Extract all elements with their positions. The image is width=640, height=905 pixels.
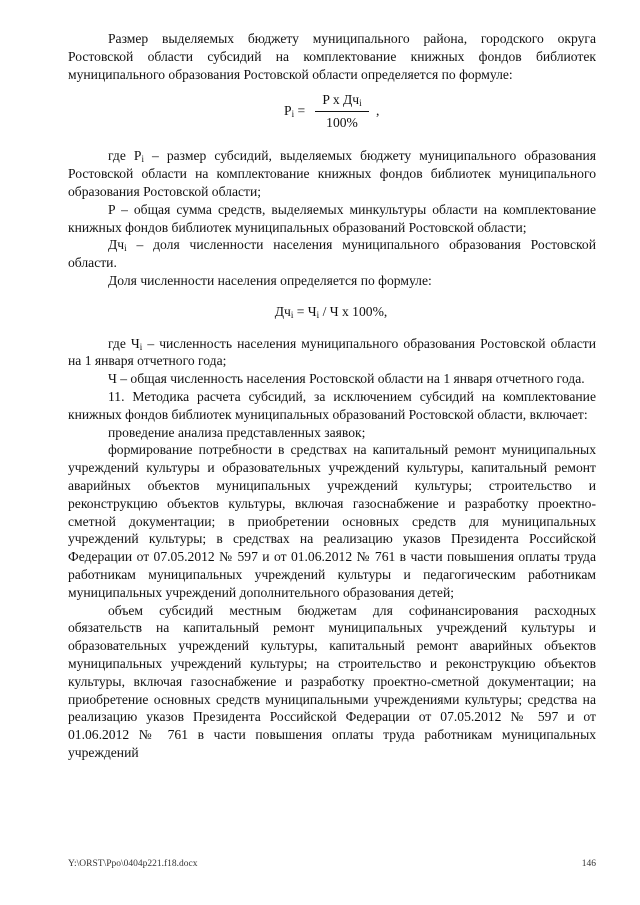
definition-prefix: Дч bbox=[108, 237, 125, 253]
formula2-part: / Ч x 100%, bbox=[319, 303, 388, 319]
definition-paragraph: P – общая сумма средств, выделяемых минкультуры области на комплектование книжных фондов библиотек муниципальных образований Ростовской области; bbox=[68, 201, 596, 235]
formula2-part: Дч bbox=[274, 303, 291, 319]
section-11-paragraph: объем субсидий местным бюджетам для софинансирования расходных обязательств на капитальный ремонт муниципальных учреждений культуры и образовательных учреждений культуры, капитальный ремонт аварийных объектов муниципальных учреждений культуры; на строительство и реконструкцию объектов культуры, включая газоснабжение и разработку проектно-сметной документации; на приобретение основных средств муниципальными учреждениями культуры; средства на реализацию указов Президента Российской Федерации от 07.05.2012 № 597 и от 01.06.2012 № 761 в части повышения оплаты труда работникам муниципальных учреждений bbox=[68, 602, 596, 760]
definition-text: – численность населения муниципального образования Ростовской области на 1 января отчетного года; bbox=[68, 335, 596, 369]
definition-paragraph bbox=[68, 147, 596, 200]
formula2-subscript: i bbox=[316, 309, 320, 320]
formula-equals: = bbox=[294, 103, 306, 119]
definition-paragraph bbox=[68, 236, 596, 272]
formula-comma: , bbox=[376, 103, 380, 119]
definition-subscript: i bbox=[141, 154, 144, 165]
document-page bbox=[68, 30, 596, 762]
formula-denominator: 100% bbox=[326, 115, 358, 131]
definition-subscript: i bbox=[139, 341, 143, 352]
definition-prefix: где Ч bbox=[108, 335, 140, 351]
population-share-formula bbox=[68, 303, 596, 321]
intro-paragraph: Размер выделяемых бюджету муниципального района, городского округа Ростовской области субсидий на комплектование книжных фондов библиотек муниципального образования Ростовской области определяется по формуле: bbox=[68, 31, 596, 82]
formula2-part: = Ч bbox=[293, 303, 317, 319]
definition-prefix: где P bbox=[108, 148, 142, 164]
section-11-paragraph: формирование потребности в средствах на капитальный ремонт муниципальных учреждений культуры и образовательных учреждений культуры, капитальный ремонт аварийных объектов муниципальных учреждений культуры; строительство и реконструкцию объектов культуры, включая газоснабжение и разработку проектно-сметной документации; в приобретении основных средств для муниципальных учреждений культуры; в средствах на реализацию указов Президента Российской Федерации от 07.05.2012 № 597 и от 01.06.2012 № 761 в части повышения оплаты труда работникам муниципальных учреждений культуры и педагогическим работникам муниципальных учреждений дополнительного образования детей; bbox=[68, 442, 596, 600]
definition-paragraph: Ч – общая численность населения Ростовской области на 1 января отчетного года. bbox=[108, 371, 585, 387]
formula-numerator-subscript: i bbox=[359, 98, 362, 109]
section-11-paragraph: 11. Методика расчета субсидий, за исключением субсидий на комплектование книжных фондов библиотек муниципальных образований Ростовской области, включает: bbox=[68, 388, 596, 422]
definition-text: – размер субсидий, выделяемых бюджету муниципального образования Ростовской области на комплектование книжных фондов библиотек муниципального образования Ростовской области; bbox=[68, 148, 596, 199]
definition-paragraph bbox=[68, 335, 596, 371]
formula-lhs-subscript: i bbox=[291, 109, 295, 120]
formula-lhs bbox=[284, 102, 305, 120]
formula2-subscript: i bbox=[290, 309, 294, 320]
formula-lhs-symbol: P bbox=[284, 103, 292, 119]
formula-numerator bbox=[315, 91, 369, 112]
subsidy-formula bbox=[68, 91, 596, 133]
file-path: Y:\ORST\Ppo\0404p221.f18.docx bbox=[68, 859, 198, 869]
formula-fraction bbox=[315, 91, 369, 132]
formula-intro-paragraph: Доля численности населения определяется по формуле: bbox=[108, 272, 432, 288]
page-number: 146 bbox=[581, 859, 596, 869]
section-11-paragraph: проведение анализа представленных заявок; bbox=[108, 424, 366, 440]
definition-text: – доля численности населения муниципального образования Ростовской области. bbox=[68, 237, 596, 271]
definition-subscript: i bbox=[124, 243, 127, 254]
formula-numerator-text: P x Дч bbox=[322, 92, 360, 108]
